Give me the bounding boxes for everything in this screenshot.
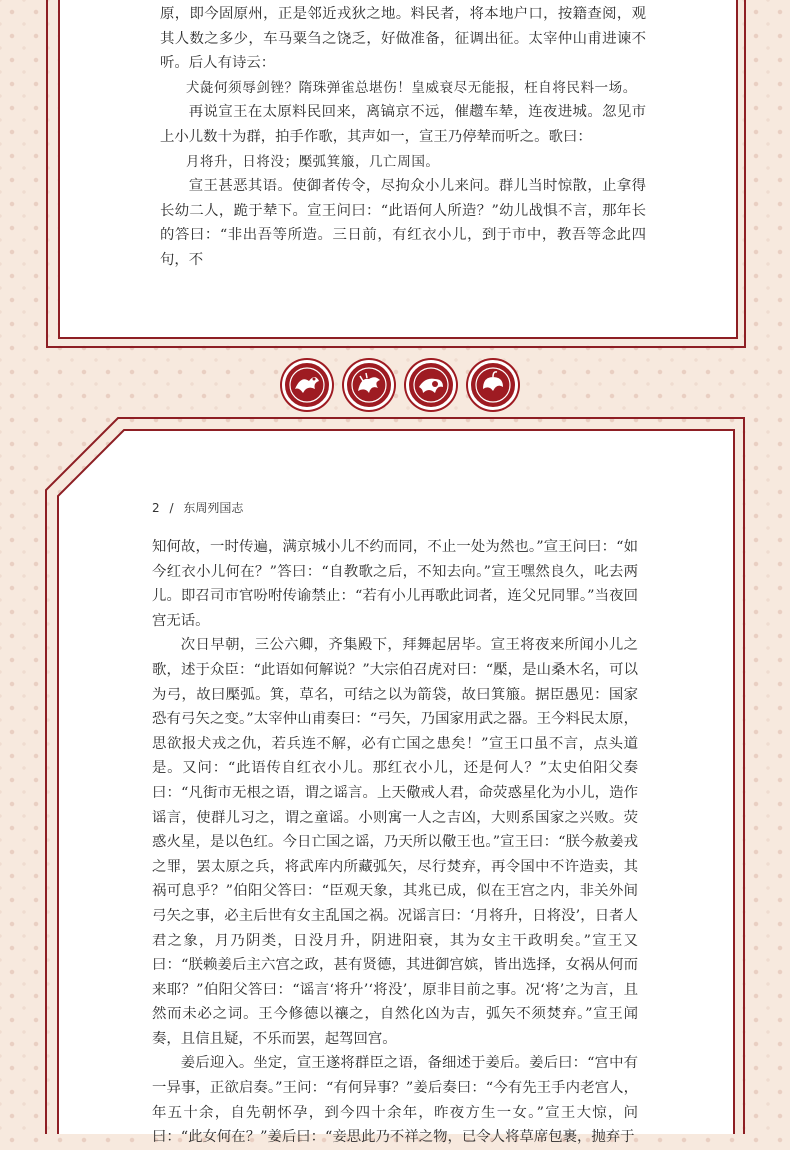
running-header: [152, 499, 243, 516]
bottom-page-text: [152, 535, 638, 1150]
paragraph: 姜后迎入。坐定，宣王遂将群臣之语，备细述于姜后。姜后曰：“宫中有一异事，正欲启奏。”王问：“有何异事？”姜后奏曰：“今有先王手内老宫人，年五十余，自先朝怀孕，到今四十余年，昨夜方生一女。”宣王大惊，问曰：“此女何在？”姜后曰：“妾思此乃不祥之物，已令人将草席包裹，抛弃于: [152, 1055, 638, 1146]
paragraph: 再说宣王在太原料民回来，离镐京不远，催趱车辇，连夜进城。忽见市上小儿数十为群，拍手作歌，其声如一，宣王乃停辇而听之。歌曰：: [160, 104, 646, 145]
page-number: 2: [152, 501, 160, 515]
header-separator: /: [169, 501, 174, 515]
paragraph: 宣王甚恶其语。使御者传令，尽拘众小儿来问。群儿当时惊散，止拿得长幼二人，跪于辇下。宣王问曰：“此语何人所造？”幼儿战惧不言，那年长的答曰：“非出吾等所造。三日前，有红衣小儿，到于市中，教吾等念此四句，不: [160, 178, 646, 268]
book-title: 东周列国志: [183, 501, 244, 515]
poem-verse: 月将升，日将没；檿弧箕箙，几亡周国。: [185, 153, 440, 170]
paragraph: 知何故，一时传遍，满京城小儿不约而同，不止一处为然也。”宣王问曰：“如今红衣小儿何在？”答曰：“自教歌之后，不知去向。”宣王嘿然良久，叱去两儿。即召司市官吩咐传谕禁止：“若有小儿再歌此词者，连父兄同罪。”当夜回宫无话。: [152, 539, 638, 629]
paragraph: 次日早朝，三公六卿，齐集殿下，拜舞起居毕。宣王将夜来所闻小儿之歌，述于众臣：“此语如何解说？”大宗伯召虎对曰：“檿，是山桑木名，可以为弓，故曰檿弧。箕，草名，可结之以为箭袋，故曰箕箙。据臣愚见：国家恐有弓矢之变。”太宰仲山甫奏曰：“弓矢，乃国家用武之器。王今料民太原，思欲报犬戎之仇，若兵连不解，必有亡国之患矣！”宣王口虽不言，点头道是。又问：“此语传自红衣小儿。那红衣小儿，还是何人？”太史伯阳父奏曰：“凡街市无根之语，谓之谣言。上天儆戒人君，命荧惑星化为小儿，造作谣言，使群儿习之，谓之童谣。小则寓一人之吉凶，大则系国家之兴败。荧惑火星，是以色红。今日亡国之谣，乃天所以儆王也。”宣王曰：“朕今赦姜戎之罪，罢太原之兵，将武库内所藏弧矢，尽行焚弃，再令国中不许造卖，其祸可息乎？”伯阳父答曰：“臣观天象，其兆已成，似在王宫之内，非关外间弓矢之事，必主后世有女主乱国之祸。况谣言曰：‘月将升，日将没’，日者人君之象，月乃阴类，日没月升，阴进阳衰，其为女主干政明矣。”宣王又曰：“朕赖姜后主六宫之政，甚有贤德，其进御宫嫔，皆出选择，女祸从何而来耶？”伯阳父答曰：“谣言‘将升’‘将没’，原非目前之事。况‘将’之为言，且然而未必之词。王今修德以禳之，自然化凶为吉，弧矢不须焚弃。”宣王闻奏，且信且疑，不乐而罢，起驾回宫。: [152, 637, 638, 1047]
paragraph: 原，即今固原州，正是邻近戎狄之地。料民者，将本地户口，按籍查阅，观其人数之多少，车马粟刍之饶乏，好做准备，征调出征。太宰仲山甫进谏不听。后人有诗云：: [160, 6, 646, 72]
poem-verse: 犬彘何须辱剑锉？隋珠弹雀总堪伤！皇威衰尽无能报，枉自将民料一场。: [185, 79, 637, 96]
